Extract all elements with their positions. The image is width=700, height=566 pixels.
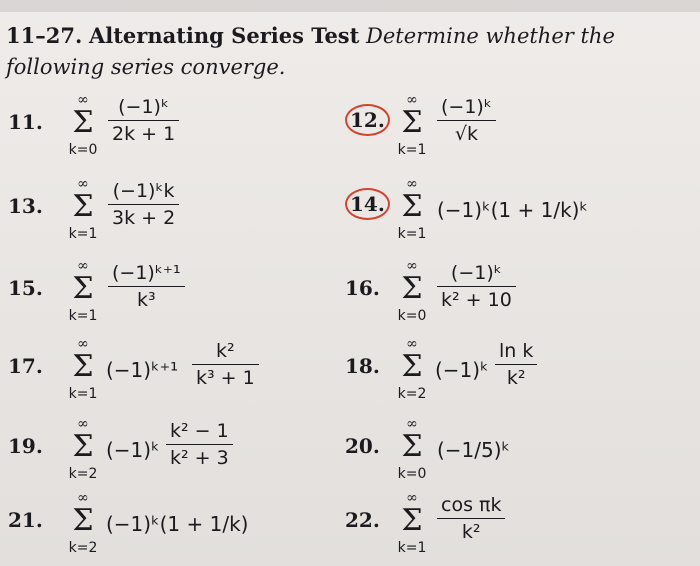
summation xyxy=(389,176,435,252)
problem-19 xyxy=(8,416,328,492)
problem-18 xyxy=(345,336,675,412)
sign-factor: (−1)ᵏ xyxy=(106,438,160,462)
numerator: (−1)ᵏ xyxy=(441,96,492,118)
summation xyxy=(60,176,106,252)
problem-number: 13. xyxy=(8,194,43,218)
numerator: k² − 1 xyxy=(170,420,229,442)
upper-limit: ∞ xyxy=(406,416,418,432)
sigma-symbol: Σ xyxy=(401,189,423,224)
problem-number: 22. xyxy=(345,508,380,532)
sigma-symbol: Σ xyxy=(72,271,94,306)
lower-limit: k=0 xyxy=(397,308,427,324)
summation xyxy=(60,490,106,566)
problem-number-circled: 12. xyxy=(345,104,390,136)
sigma-symbol: Σ xyxy=(72,503,94,538)
instruction-text: Determine whether the following series converge. xyxy=(6,24,615,79)
lower-limit: k=1 xyxy=(68,308,98,324)
problem-number-circled: 14. xyxy=(345,188,390,220)
sigma-symbol: Σ xyxy=(401,349,423,384)
summation xyxy=(389,92,435,168)
numerator: ln k xyxy=(499,340,534,362)
summation xyxy=(389,416,435,492)
upper-limit: ∞ xyxy=(406,176,418,192)
summation xyxy=(60,92,106,168)
lower-limit: k=1 xyxy=(397,226,427,242)
denominator: √k xyxy=(437,120,496,147)
upper-limit: ∞ xyxy=(77,176,89,192)
problem-16 xyxy=(345,258,675,334)
sigma-symbol: Σ xyxy=(401,105,423,140)
numerator: k² xyxy=(216,340,235,362)
series-expression: (−1/5)ᵏ xyxy=(437,438,511,462)
problem-number: 15. xyxy=(8,276,43,300)
denominator: k² xyxy=(437,518,505,545)
upper-limit: ∞ xyxy=(77,416,89,432)
upper-limit: ∞ xyxy=(406,258,418,274)
problem-17 xyxy=(8,336,328,412)
lower-limit: k=2 xyxy=(397,386,427,402)
lower-limit: k=1 xyxy=(68,226,98,242)
lower-limit: k=2 xyxy=(68,466,98,482)
problem-20 xyxy=(345,416,675,492)
summation xyxy=(389,336,435,412)
fraction xyxy=(108,94,179,147)
numerator: (−1)ᵏk xyxy=(112,180,175,202)
exercise-range: 11–27. xyxy=(6,23,83,48)
fraction xyxy=(437,260,516,313)
sigma-symbol: Σ xyxy=(401,271,423,306)
problem-number: 20. xyxy=(345,434,380,458)
upper-limit: ∞ xyxy=(77,92,89,108)
problem-12 xyxy=(345,92,675,168)
problem-11 xyxy=(8,92,308,168)
lower-limit: k=2 xyxy=(68,540,98,556)
problem-14 xyxy=(345,176,685,252)
sign-factor: (−1)ᵏ xyxy=(435,358,489,382)
series-expression: (−1)ᵏ(1 + 1/k)ᵏ xyxy=(437,198,588,222)
lower-limit: k=1 xyxy=(397,142,427,158)
lower-limit: k=1 xyxy=(68,386,98,402)
fraction xyxy=(108,178,179,231)
summation xyxy=(60,258,106,334)
summation xyxy=(389,490,435,566)
numerator: (−1)ᵏ⁺¹ xyxy=(112,262,181,284)
upper-limit: ∞ xyxy=(406,92,418,108)
numerator: (−1)ᵏ xyxy=(118,96,170,118)
sign-factor: (−1)ᵏ⁺¹ xyxy=(106,358,179,382)
section-title: Alternating Series Test xyxy=(88,23,360,48)
problem-number: 17. xyxy=(8,354,43,378)
problem-22 xyxy=(345,490,675,566)
fraction xyxy=(166,418,233,471)
numerator: (−1)ᵏ xyxy=(450,262,502,284)
problem-13 xyxy=(8,176,308,252)
section-heading xyxy=(6,20,694,83)
fraction xyxy=(495,338,537,391)
problem-number: 16. xyxy=(345,276,380,300)
sigma-symbol: Σ xyxy=(72,349,94,384)
summation xyxy=(389,258,435,334)
sigma-symbol: Σ xyxy=(72,105,94,140)
denominator: k³ xyxy=(108,286,185,313)
denominator: 2k + 1 xyxy=(108,120,179,147)
denominator: k² xyxy=(495,364,537,391)
page-top-edge xyxy=(0,0,700,12)
problem-number: 19. xyxy=(8,434,43,458)
series-expression: (−1)ᵏ(1 + 1/k) xyxy=(106,512,249,536)
upper-limit: ∞ xyxy=(406,490,418,506)
denominator: k² + 3 xyxy=(166,444,233,471)
problem-number: 21. xyxy=(8,508,43,532)
upper-limit: ∞ xyxy=(77,336,89,352)
problem-15 xyxy=(8,258,308,334)
summation xyxy=(60,336,106,412)
sigma-symbol: Σ xyxy=(72,189,94,224)
problem-number: 18. xyxy=(345,354,380,378)
upper-limit: ∞ xyxy=(406,336,418,352)
fraction xyxy=(108,260,185,313)
fraction xyxy=(192,338,259,391)
summation xyxy=(60,416,106,492)
lower-limit: k=1 xyxy=(397,540,427,556)
denominator: k² + 10 xyxy=(437,286,516,313)
numerator: cos πk xyxy=(441,494,502,516)
problem-21 xyxy=(8,490,328,566)
sigma-symbol: Σ xyxy=(401,429,423,464)
problem-number: 11. xyxy=(8,110,43,134)
upper-limit: ∞ xyxy=(77,490,89,506)
sigma-symbol: Σ xyxy=(401,503,423,538)
sigma-symbol: Σ xyxy=(72,429,94,464)
denominator: 3k + 2 xyxy=(108,204,179,231)
lower-limit: k=0 xyxy=(397,466,427,482)
fraction xyxy=(437,94,496,147)
upper-limit: ∞ xyxy=(77,258,89,274)
fraction xyxy=(437,492,505,545)
denominator: k³ + 1 xyxy=(192,364,259,391)
lower-limit: k=0 xyxy=(68,142,98,158)
